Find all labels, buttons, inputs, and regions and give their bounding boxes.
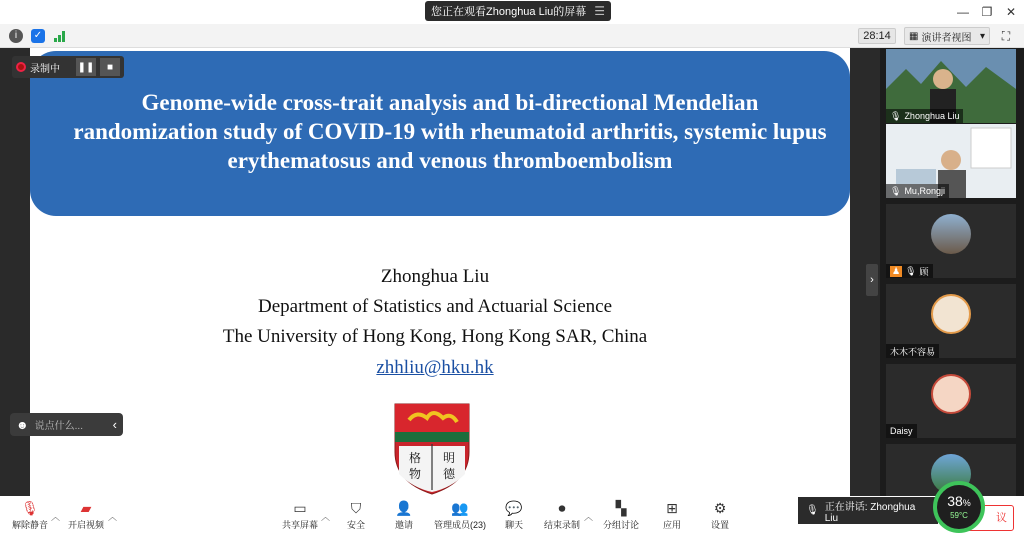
slide-email-link[interactable]: zhhliu@hku.hk: [376, 357, 494, 378]
participants-icon: 👥: [451, 500, 469, 516]
end-meeting-button[interactable]: 议: [952, 505, 1014, 531]
recording-options-caret[interactable]: ︿: [584, 512, 594, 522]
participant-name-tag: [886, 109, 963, 123]
apps-label: 应用: [662, 520, 681, 530]
view-mode-label: 演讲者视图: [921, 32, 972, 44]
end-recording-button[interactable]: [532, 500, 592, 534]
breakout-icon: ▚: [615, 500, 627, 516]
record-icon: [16, 62, 26, 72]
gear-icon: ⚙: [713, 500, 727, 516]
participant-name-tag: [886, 264, 933, 278]
crest-char-4: 德: [442, 467, 456, 481]
participant-name-tag: [886, 344, 939, 358]
recording-indicator: [12, 56, 124, 78]
recording-label: 录制中: [30, 63, 60, 75]
invite-label: 邀请: [394, 520, 413, 530]
crest-char-1: 格: [408, 451, 422, 465]
participant-tile[interactable]: [886, 49, 1016, 123]
chevron-down-icon: ▾: [979, 30, 985, 42]
share-screen-label: 共享屏幕: [281, 520, 318, 530]
collapse-chat-icon[interactable]: ‹: [112, 417, 117, 432]
stop-recording-button[interactable]: ■: [100, 58, 120, 76]
participant-avatar: [931, 374, 971, 414]
breakout-label: 分组讨论: [602, 520, 639, 530]
stop-record-icon: ⏺: [558, 500, 566, 516]
chat-icon: 💬: [505, 500, 523, 516]
participant-avatar: [931, 214, 971, 254]
microphone-icon: 🎙: [890, 110, 902, 121]
fullscreen-icon[interactable]: ⛶: [1001, 29, 1011, 43]
manage-participants-label: 管理成员(23): [433, 520, 486, 530]
start-video-button[interactable]: [56, 500, 116, 534]
info-icon[interactable]: i: [9, 29, 23, 43]
cpu-percent: 38: [947, 493, 963, 509]
menu-icon[interactable]: ☰: [594, 4, 606, 18]
end-recording-label: 结束录制: [543, 520, 580, 530]
collapse-panel-button[interactable]: ›: [866, 264, 878, 296]
shield-icon: ⛉: [350, 500, 362, 516]
muted-microphone-icon: 🎙: [890, 185, 902, 196]
participant-avatar: [931, 294, 971, 334]
chat-input-pill[interactable]: [10, 413, 123, 436]
percent-sign: %: [962, 498, 971, 508]
host-icon: ♟: [892, 265, 901, 276]
grid-icon: ▦: [909, 30, 919, 42]
participant-name: Zhonghua Liu: [904, 111, 960, 121]
hku-crest-logo: [391, 402, 473, 496]
share-banner-label: 您正在观看Zhonghua Liu的屏幕: [431, 6, 587, 18]
slide-title: Genome-wide cross-trait analysis and bi-directional Mendelian randomization study of COVID-19 with rheumatoid arthritis, systemic lupus erythematosus and venous thromboembolism: [73, 90, 827, 173]
apps-icon: ⊞: [666, 500, 678, 516]
active-speaker-indicator: [798, 497, 938, 524]
start-video-label: 开启视频: [67, 520, 104, 530]
system-load-gauge[interactable]: [933, 481, 985, 533]
chat-placeholder: 说点什么...: [34, 421, 83, 432]
participant-name-tag: [886, 184, 949, 198]
participant-name: Daisy: [890, 426, 913, 436]
active-speaker-label: 正在讲话: Zhonghua Liu: [824, 501, 916, 524]
share-options-caret[interactable]: ︿: [321, 512, 331, 522]
participant-name: Mu,Rongji: [904, 186, 945, 196]
video-off-icon: ▰: [80, 500, 92, 516]
chat-label: 聊天: [504, 520, 523, 530]
invite-button[interactable]: [374, 500, 434, 534]
crest-char-3: 物: [408, 467, 422, 481]
shield-icon[interactable]: ✓: [31, 29, 45, 43]
slide-email-row: [30, 357, 840, 379]
minimize-button[interactable]: —: [957, 5, 969, 19]
restore-button[interactable]: ❐: [981, 5, 993, 19]
pause-recording-button[interactable]: ❚❚: [76, 58, 96, 76]
close-button[interactable]: ✕: [1005, 5, 1017, 19]
security-label: 安全: [346, 520, 365, 530]
meeting-timer: 28:14: [858, 28, 896, 44]
view-mode-dropdown[interactable]: [904, 27, 990, 45]
unmute-label: 解除静音: [11, 520, 48, 530]
emoji-icon[interactable]: ☻: [16, 417, 29, 432]
slide-department: Department of Statistics and Actuarial Science: [257, 296, 613, 317]
share-banner[interactable]: [425, 1, 611, 21]
audio-options-caret[interactable]: ︿: [51, 512, 61, 522]
participant-tile[interactable]: [886, 124, 1016, 198]
presentation-slide: [30, 48, 850, 496]
muted-microphone-icon: 🎙: [905, 265, 917, 276]
manage-participants-button[interactable]: [430, 500, 490, 534]
settings-button[interactable]: [690, 500, 750, 534]
share-screen-icon: ▭: [293, 500, 307, 516]
video-options-caret[interactable]: ︿: [108, 512, 118, 522]
slide-author: Zhonghua Liu: [380, 266, 490, 287]
slide-university: The University of Hong Kong, Hong Kong SAR, China: [222, 326, 648, 347]
microphone-icon: 🎙: [806, 505, 819, 516]
muted-microphone-icon: 🎙: [21, 500, 39, 516]
temperature-readout: 59°C: [950, 511, 968, 520]
signal-icon[interactable]: [53, 29, 67, 43]
add-user-icon: 👤: [395, 500, 413, 516]
participant-tile[interactable]: [886, 364, 1016, 438]
participant-name-tag: [886, 424, 917, 438]
settings-label: 设置: [710, 520, 729, 530]
participant-name: 顾: [919, 266, 929, 277]
participant-name: 木木不容易: [890, 346, 936, 357]
crest-char-2: 明: [442, 451, 456, 465]
participant-tile[interactable]: [886, 284, 1016, 358]
participant-tile[interactable]: [886, 204, 1016, 278]
